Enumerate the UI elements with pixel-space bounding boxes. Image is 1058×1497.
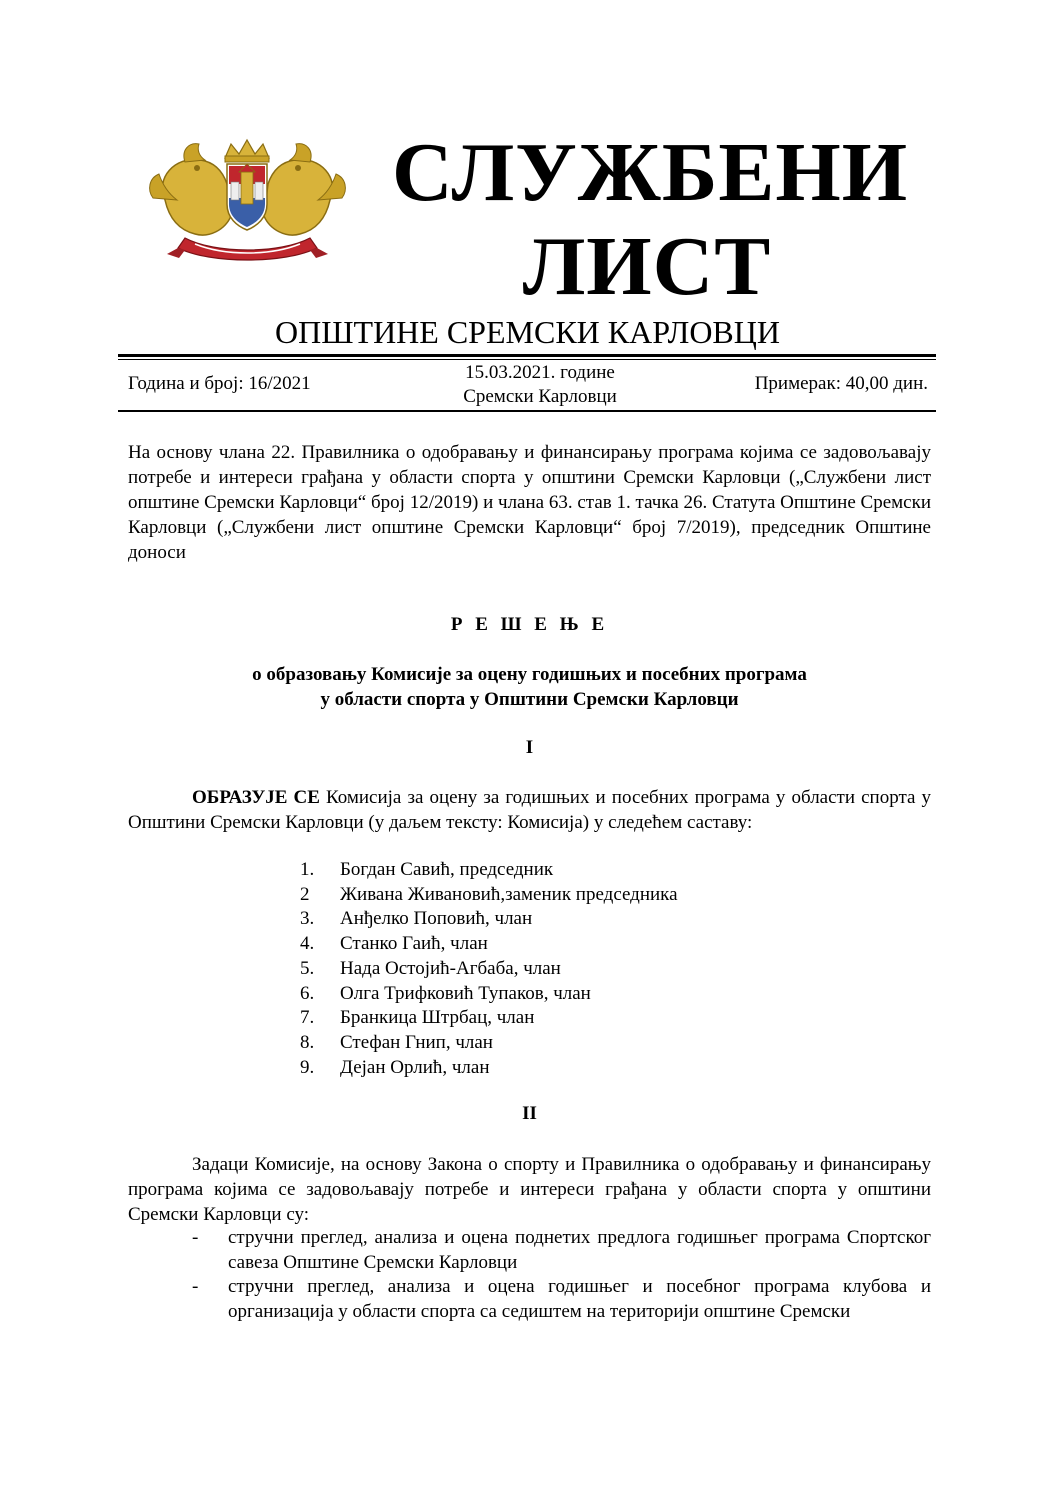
list-item [300,982,800,1007]
list-item-number: 1. [300,859,315,880]
gazette-title-line1: СЛУЖБЕНИ [392,126,909,219]
list-item-text: Олга Трифковић Тупаков, члан [340,982,591,1004]
list-item-number: 7. [300,1007,315,1029]
list-item-text: Дејан Орлић, члан [340,1056,490,1078]
list-item-number: 8. [300,1031,315,1053]
list-item-text: Станко Гаић, члан [340,933,488,955]
date-place [430,361,650,409]
gazette-title-line2: ЛИСТ [522,220,772,313]
header-rule-top [118,354,936,357]
list-item [300,883,800,908]
list-item-text: стручни преглед, анализа и оцена поднетих предлога годишњег програма Спортског савеза Општине Сремски Карловци [228,1227,931,1273]
list-item-dash: - [192,1227,199,1248]
section1-text: Комисија за оцену за годишњих и посебних програма у области спорта у Општини Сремски Карловци (у даљем тексту: Комисија) у следећем саставу: [128,787,931,833]
list-item-text: Анђелко Поповић, члан [340,908,533,930]
list-item [300,1031,800,1056]
header-rule-top-thin [118,359,936,360]
list-item-text: Бранкица Штрбац, члан [340,1007,535,1029]
list-item [300,858,800,883]
decision-subtitle-line2: у области спорта у Општини Сремски Карловци [320,689,739,710]
section-heading-1: I [525,737,534,758]
list-item-number: 6. [300,982,315,1004]
list-item-text: Богдан Савић, председник [340,859,554,880]
header-rule-bottom [118,410,936,412]
tasks-list [128,1226,931,1324]
section-heading-2: II [522,1103,537,1124]
intro-paragraph: На основу члана 22. Правилника о одобравању и финансирању програма којима се задовољавају потребе и интереси грађана у области спорта у општини Сремски Карловци („Службени лист општине Сремски Карловци“ број 12/2019) и члана 63. став 1. тачка 26. Статута Општине Сремски Карловци („Службени лист општине Сремски Карловци“ број 7/2019), председник Општине доноси [128,442,931,563]
list-item [300,1056,800,1081]
list-item-dash: - [192,1276,199,1297]
section1-paragraph [128,785,931,835]
list-item [300,907,800,932]
price: Примерак: 40,00 дин. [754,373,928,394]
list-item-text: Нада Остојић-Агбаба, члан [340,957,561,979]
list-item-number: 5. [300,957,315,979]
list-item-number: 2 [300,883,310,905]
list-item-number: 3. [300,908,315,930]
list-item-text: Живана Живановић,заменик председника [340,883,678,905]
list-item-number: 4. [300,933,315,955]
list-item [300,957,800,982]
section1-lead: ОБРАЗУЈЕ СЕ [192,787,320,808]
list-item-text: стручни преглед, анализа и оцена годишњег и посебног програма клубова и организација у области спорта са седиштем на територији општине Сремски [228,1276,931,1322]
members-list [300,858,800,1080]
list-item [128,1275,931,1324]
section2-paragraph: Задаци Комисије, на основу Закона о спорту и Правилника о одобравању и финансирању програма којима се задовољавају потребе и интереси грађана у области спорта у општини Сремски Карловци су: [128,1154,931,1225]
list-item [128,1226,931,1275]
gazette-subtitle: ОПШТИНЕ СРЕМСКИ КАРЛОВЦИ [275,314,780,350]
decision-title: Р Е Ш Е Њ Е [450,614,609,635]
issue-place: Сремски Карловци [463,386,617,407]
list-item-number: 9. [300,1056,315,1078]
list-item [300,1006,800,1031]
year-issue: Година и број: 16/2021 [128,373,311,394]
decision-subtitle-line1: о образовању Комисије за оцену годишњих и посебних програма [252,664,807,685]
coat-of-arms-icon [145,138,350,266]
list-item [300,932,800,957]
list-item-text: Стефан Гнип, члан [340,1031,493,1053]
issue-date: 15.03.2021. године [465,362,615,383]
